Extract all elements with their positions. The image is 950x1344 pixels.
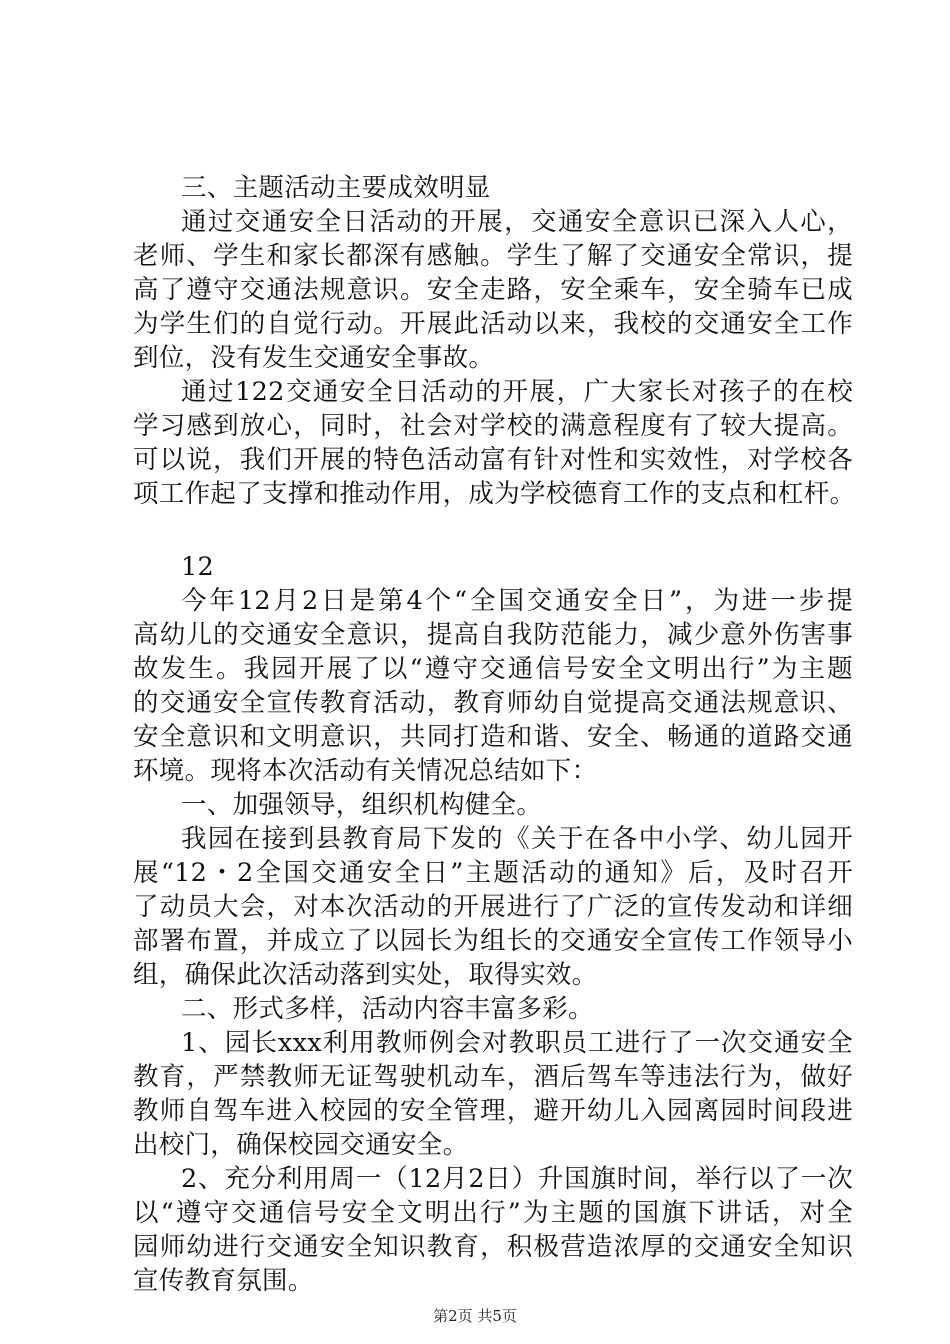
- paragraph-line: 为学生们的自觉行动。开展此活动以来，我校的交通安全工作: [133, 309, 853, 339]
- paragraph-line: 部署布置，并成立了以园长为组长的交通安全宣传工作领导小: [133, 926, 853, 956]
- paragraph-line: 组，确保此次活动落到实处，取得实效。: [133, 960, 598, 990]
- paragraph-line: 宣传教育氛围。: [133, 1266, 314, 1296]
- paragraph-line: 园师幼进行交通安全知识教育，积极营造浓厚的交通安全知识: [133, 1232, 853, 1262]
- paragraph-line: 以“遵守交通信号安全文明出行”为主题的国旗下讲话，对全: [133, 1198, 853, 1228]
- paragraph-line: 安全意识和文明意识，共同打造和谐、安全、畅通的道路交通: [133, 722, 853, 752]
- paragraph-line: 环境。现将本次活动有关情况总结如下：: [133, 756, 598, 786]
- paragraph-line: 老师、学生和家长都深有感触。学生了解了交通安全常识，提: [133, 241, 853, 271]
- paragraph-line: 教育，严禁教师无证驾驶机动车，酒后驾车等违法行为，做好: [133, 1062, 853, 1092]
- paragraph-line: 展“12・2全国交通安全日”主题活动的通知》后，及时召开: [133, 858, 853, 888]
- paragraph-line: 2、充分利用周一（12月2日）升国旗时间，举行以了一次: [181, 1164, 853, 1194]
- paragraph-line: 到位，没有发生交通安全事故。: [133, 343, 495, 373]
- paragraph-line: 通过交通安全日活动的开展，交通安全意识已深入人心，: [181, 207, 853, 237]
- paragraph-line: 学习感到放心，同时，社会对学校的满意程度有了较大提高。: [133, 411, 853, 441]
- section-heading-2: 二、形式多样，活动内容丰富多彩。: [181, 994, 594, 1024]
- paragraph-line: 1、园长xxx利用教师例会对教职员工进行了一次交通安全: [181, 1028, 853, 1058]
- paragraph-line: 今年12月2日是第4个“全国交通安全日”，为进一步提: [181, 586, 853, 616]
- paragraph-line: 项工作起了支撑和推动作用，成为学校德育工作的支点和杠杆。: [133, 479, 856, 509]
- paragraph-line: 的交通安全宣传教育活动，教育师幼自觉提高交通法规意识、: [133, 688, 853, 718]
- section-number: 12: [181, 552, 215, 582]
- section-heading-1: 一、加强领导，组织机构健全。: [181, 790, 543, 820]
- page-footer: 第2页 共5页: [433, 1307, 517, 1325]
- paragraph-line: 我园在接到县教育局下发的《关于在各中小学、幼儿园开: [181, 824, 853, 854]
- paragraph-line: 了动员大会，对本次活动的开展进行了广泛的宣传发动和详细: [133, 892, 853, 922]
- paragraph-line: 故发生。我园开展了以“遵守交通信号安全文明出行”为主题: [133, 654, 853, 684]
- paragraph-line: 通过122交通安全日活动的开展，广大家长对孩子的在校: [181, 377, 853, 407]
- section-heading-3: 三、主题活动主要成效明显: [181, 173, 491, 203]
- paragraph-line: 高幼儿的交通安全意识，提高自我防范能力，减少意外伤害事: [133, 620, 853, 650]
- paragraph-line: 可以说，我们开展的特色活动富有针对性和实效性，对学校各: [133, 445, 853, 475]
- paragraph-line: 高了遵守交通法规意识。安全走路，安全乘车，安全骑车已成: [133, 275, 853, 305]
- paragraph-line: 出校门，确保校园交通安全。: [133, 1130, 469, 1160]
- paragraph-line: 教师自驾车进入校园的安全管理，避开幼儿入园离园时间段进: [133, 1096, 853, 1126]
